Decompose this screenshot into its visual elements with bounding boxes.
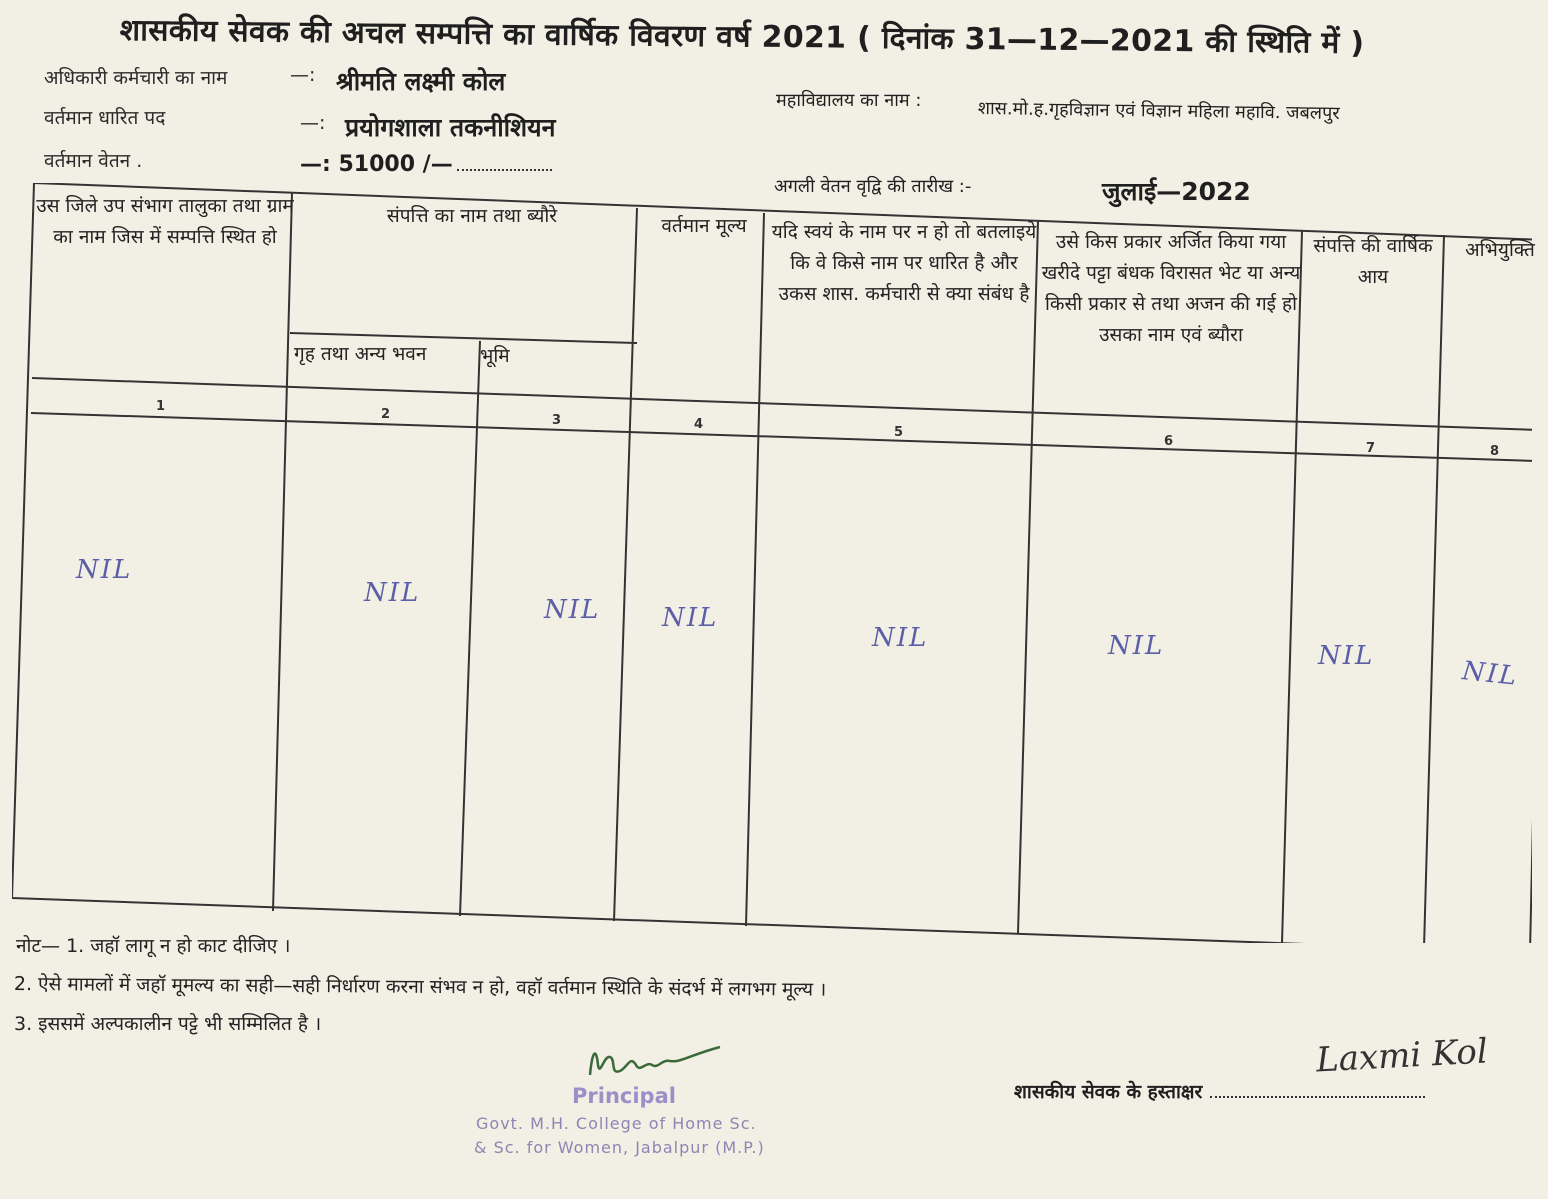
note-2: 2. ऐसे मामलों में जहॉ मूमल्य का सही—सही निर्धारण करना संभव न हो, वहॉ वर्तमान स्थिति के संदर्भ में लगभग मूल्य । (13, 972, 827, 1001)
form-title: शासकीय सेवक की अचल सम्पत्ति का वार्षिक विवरण वर्ष 2021 ( दिनांक 31—12—2021 की स्थिति में ) (119, 12, 1365, 62)
property-table (12, 183, 1535, 943)
entry-nil-col8: NIL (1460, 656, 1520, 692)
number-row-line (31, 413, 1532, 461)
increment-value: जुलाई—2022 (1102, 177, 1251, 206)
post-label: वर्तमान धारित पद (44, 107, 166, 129)
signature-line (1210, 1096, 1425, 1098)
header-col1: उस जिले उप संभाग तालुका तथा ग्राम का नाम जिस में सम्पत्ति स्थित हो (36, 195, 294, 248)
entry-nil-col1: NIL (76, 555, 133, 585)
col-number-1: 1 (156, 399, 166, 414)
salary-value: —: 51000 /— (300, 152, 552, 177)
col-number-3: 3 (552, 413, 562, 428)
entry-nil-col5: NIL (872, 623, 929, 653)
col-divider-2 (614, 208, 637, 921)
col-number-5: 5 (894, 425, 904, 440)
header-col7: संपत्ति की वार्षिक आय (1313, 235, 1433, 288)
post-separator: —: (300, 112, 326, 134)
entry-nil-col4: NIL (662, 603, 719, 633)
signature-area (1014, 1078, 1425, 1104)
name-label: अधिकारी कर्मचारी का नाम (44, 67, 228, 89)
entry-nil-col6: NIL (1108, 631, 1165, 661)
name-separator: —: (290, 64, 316, 86)
college-label: महाविद्यालय का नाम : (776, 90, 922, 111)
col-number-2: 2 (381, 407, 391, 422)
header-col5: यदि स्वयं के नाम पर न हो तो बतलाइये कि वे किसे नाम पर धारित है और उकस शास. कर्मचारी से क्या संबंध है (771, 221, 1037, 305)
col-number-7: 7 (1366, 441, 1376, 456)
entry-nil-col7: NIL (1318, 641, 1375, 671)
increment-label: अगली वेतन वृद्वि की तारीख :- (774, 176, 972, 197)
post-value: प्रयोगशाला तकनीशियन (345, 113, 556, 142)
header-col8: अभियुक्ति (1465, 239, 1535, 261)
principal-signature (580, 1035, 740, 1090)
employee-name: श्रीमति लक्ष्मी कोल (336, 67, 506, 96)
col-number-6: 6 (1164, 434, 1174, 449)
stamp-line-1: Govt. M.H. College of Home Sc. (476, 1114, 757, 1133)
header-col2: गृह तथा अन्य भवन (294, 343, 427, 365)
stamp-line-2: & Sc. for Women, Jabalpur (M.P.) (474, 1138, 765, 1157)
header-col4: वर्तमान मूल्य (661, 215, 747, 237)
header-property-group: संपत्ति का नाम तथा ब्यौरे (386, 205, 558, 227)
header-col6: उसे किस प्रकार अर्जित किया गया खरीदे पट्टा बंधक विरासत भेट या अन्य किसी प्रकार से तथा अजन की गई हो उसका नाम एवं ब्यौरा (1041, 231, 1301, 346)
col-divider-1 (273, 193, 292, 911)
col-divider-3 (746, 213, 764, 926)
entry-nil-col2: NIL (364, 578, 421, 608)
employee-signature: Laxmi Kol (1315, 1031, 1489, 1081)
college-value: शास.मो.ह.गृहविज्ञान एवं विज्ञान महिला महावि. जबलपुर (977, 97, 1340, 125)
salary-dotted-line (457, 169, 552, 171)
col-number-8: 8 (1490, 444, 1500, 459)
col-divider-6 (1424, 235, 1444, 943)
signature-label: शासकीय सेवक के हस्ताक्षर (1014, 1081, 1203, 1103)
header-bottom-line (32, 378, 1532, 430)
col-number-4: 4 (694, 417, 704, 432)
entry-nil-col3: NIL (544, 595, 601, 625)
col-divider-4 (1018, 221, 1038, 933)
note-3: 3. इससमें अल्पकालीन पट्टे भी सम्मिलित है । (14, 1013, 322, 1035)
salary-label: वर्तमान वेतन . (44, 150, 143, 172)
header-col3: भूमि (480, 345, 510, 367)
note-1: नोट— 1. जहॉ लागू न हो काट दीजिए । (16, 935, 291, 957)
stamp-title: Principal (572, 1084, 676, 1108)
